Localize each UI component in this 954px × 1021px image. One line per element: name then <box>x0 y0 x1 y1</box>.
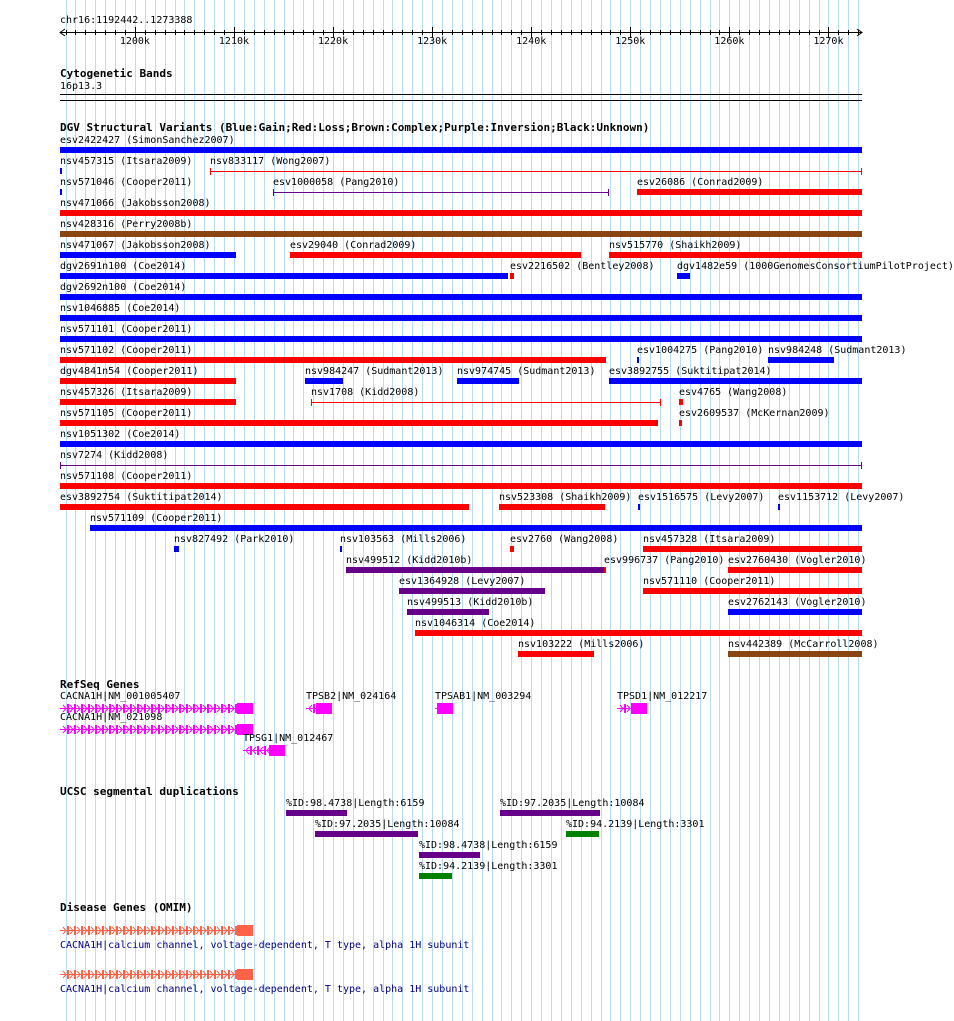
exon <box>624 704 626 713</box>
exon <box>74 970 76 979</box>
variant-label[interactable]: nsv571108 (Cooper2011) <box>60 471 193 482</box>
dgv-track-title: DGV Structural Variants (Blue:Gain;Red:Loss;Brown:Complex;Purple:Inversion;Black:Unknown) <box>60 121 650 134</box>
variant-label[interactable]: esv2760 (Wang2008) <box>510 534 619 545</box>
exon <box>116 725 118 734</box>
variant-bar[interactable] <box>637 189 862 195</box>
cytoband-line-top <box>60 94 862 95</box>
exon <box>172 926 174 935</box>
variant-label[interactable]: esv996737 (Pang2010) <box>604 555 725 566</box>
variant-bar[interactable] <box>290 252 581 258</box>
segdup-label[interactable]: %ID:98.4738|Length:6159 <box>419 840 558 851</box>
exon <box>165 725 167 734</box>
variant-bar[interactable] <box>778 504 780 510</box>
variant-label[interactable]: nsv974745 (Sudmant2013) <box>457 366 596 377</box>
variant-label[interactable]: esv3892755 (Suktitipat2014) <box>609 366 772 377</box>
refseq-gene-glyph[interactable] <box>617 702 651 716</box>
exon <box>130 725 132 734</box>
exon <box>123 926 125 935</box>
variant-label[interactable]: esv3892754 (Suktitipat2014) <box>60 492 223 503</box>
variant-label[interactable]: nsv827492 (Park2010) <box>174 534 295 545</box>
exon <box>172 704 174 713</box>
exon <box>207 970 209 979</box>
position-label: chr16:1192442..1273388 <box>60 15 193 26</box>
exon <box>221 970 223 979</box>
exon <box>81 926 83 935</box>
exon <box>165 926 167 935</box>
variant-label[interactable]: esv2216502 (Bentley2008) <box>510 261 655 272</box>
refseq-gene-glyph[interactable] <box>306 702 336 716</box>
variant-bar[interactable] <box>60 483 862 489</box>
variant-label[interactable]: esv26086 (Conrad2009) <box>637 177 764 188</box>
variant-label[interactable]: nsv499512 (Kidd2010b) <box>346 555 473 566</box>
variant-bar[interactable] <box>90 525 862 531</box>
exon <box>158 970 160 979</box>
variant-bar[interactable] <box>60 210 862 216</box>
variant-label[interactable]: nsv1051302 (Coe2014) <box>60 429 181 440</box>
exon <box>74 725 76 734</box>
gene-label[interactable]: TPSAB1|NM_003294 <box>435 691 532 702</box>
variant-label[interactable]: nsv457315 (Itsara2009) <box>60 156 193 167</box>
exon <box>214 725 216 734</box>
exon <box>158 926 160 935</box>
ruler-tick-label: 1210k <box>218 36 250 47</box>
variant-label[interactable]: esv1153712 (Levy2007) <box>778 492 905 503</box>
exon <box>137 725 139 734</box>
exon <box>102 926 104 935</box>
variant-bar[interactable] <box>643 546 862 552</box>
variant-label[interactable]: nsv571101 (Cooper2011) <box>60 324 193 335</box>
ruler-tick-label: 1270k <box>813 36 844 47</box>
refseq-track-title: RefSeq Genes <box>60 678 140 691</box>
exon <box>214 970 216 979</box>
variant-bar[interactable] <box>60 294 862 300</box>
exon <box>95 725 97 734</box>
variant-label[interactable]: nsv428316 (Perry2008b) <box>60 219 193 230</box>
variant-bar[interactable] <box>518 651 594 657</box>
segdup-bar[interactable] <box>419 852 480 858</box>
exon <box>235 725 237 734</box>
variant-bar[interactable] <box>643 588 862 594</box>
exon <box>95 926 97 935</box>
exon <box>144 926 146 935</box>
variant-label[interactable]: esv1004275 (Pang2010) <box>637 345 764 356</box>
variant-bar[interactable] <box>340 546 342 552</box>
exon <box>81 725 83 734</box>
exon <box>137 970 139 979</box>
exon <box>200 704 202 713</box>
gene-label[interactable]: TPSB2|NM_024164 <box>306 691 397 702</box>
exon <box>95 970 97 979</box>
exon <box>221 725 223 734</box>
exon <box>193 926 195 935</box>
exon <box>158 725 160 734</box>
exon <box>257 746 259 755</box>
exon <box>109 970 111 979</box>
variant-label[interactable]: nsv471067 (Jakobsson2008) <box>60 240 211 251</box>
exon <box>144 970 146 979</box>
exon <box>88 970 90 979</box>
exon <box>237 703 253 714</box>
variant-bar[interactable] <box>60 336 862 342</box>
ruler-tick-label: 1240k <box>516 36 547 47</box>
variant-bar[interactable] <box>728 609 862 615</box>
exon <box>264 746 266 755</box>
segdup-bar[interactable] <box>566 831 599 837</box>
variant-bar[interactable] <box>60 441 862 447</box>
exon <box>123 970 125 979</box>
exon <box>67 926 69 935</box>
variant-label[interactable]: nsv571109 (Cooper2011) <box>90 513 223 524</box>
variant-bar[interactable] <box>638 504 640 510</box>
exon <box>102 725 104 734</box>
variant-label[interactable]: esv1516575 (Levy2007) <box>638 492 765 503</box>
variant-bar[interactable] <box>728 567 862 573</box>
variant-bar[interactable] <box>60 420 658 426</box>
exon <box>172 725 174 734</box>
omim-gene-label[interactable]: CACNA1H|calcium channel, voltage-dependent, T type, alpha 1H subunit <box>60 940 470 951</box>
position-ruler <box>0 25 890 49</box>
variant-label[interactable]: nsv457326 (Itsara2009) <box>60 387 193 398</box>
exon <box>269 745 285 756</box>
variant-label[interactable]: nsv523308 (Shaikh2009) <box>499 492 632 503</box>
variant-label[interactable]: nsv984248 (Sudmant2013) <box>768 345 907 356</box>
exon <box>207 725 209 734</box>
variant-bar[interactable] <box>311 402 661 403</box>
variant-bar[interactable] <box>510 273 514 279</box>
refseq-gene-glyph[interactable] <box>435 702 457 716</box>
variant-bar[interactable] <box>677 273 690 279</box>
variant-bar[interactable] <box>60 465 862 466</box>
exon <box>179 725 181 734</box>
variant-bar[interactable] <box>604 567 606 573</box>
exon <box>144 725 146 734</box>
variant-bar[interactable] <box>305 378 343 384</box>
variant-bar[interactable] <box>679 399 683 405</box>
exon <box>228 704 230 713</box>
cytoband-line-bottom <box>60 100 862 101</box>
exon <box>186 704 188 713</box>
variant-label[interactable]: nsv103563 (Mills2006) <box>340 534 467 545</box>
variant-label[interactable]: nsv1708 (Kidd2008) <box>311 387 420 398</box>
variant-label[interactable]: nsv571110 (Cooper2011) <box>643 576 776 587</box>
exon <box>130 926 132 935</box>
variant-bar[interactable] <box>457 378 519 384</box>
variant-label[interactable]: dgv1482e59 (1000GenomesConsortiumPilotProject) <box>677 261 954 272</box>
exon <box>235 970 237 979</box>
exon <box>109 926 111 935</box>
variant-bar[interactable] <box>273 192 609 193</box>
exon <box>179 970 181 979</box>
ruler-tick-label: 1260k <box>714 36 745 47</box>
variant-bar[interactable] <box>60 399 236 405</box>
segdup-bar[interactable] <box>419 873 452 879</box>
exon <box>237 969 253 980</box>
exon <box>74 926 76 935</box>
omim-gene-glyph[interactable] <box>60 968 257 982</box>
gene-label[interactable]: CACNA1H|NM_001005407 <box>60 691 181 702</box>
omim-track-title: Disease Genes (OMIM) <box>60 901 193 914</box>
exon <box>186 926 188 935</box>
exon <box>151 926 153 935</box>
segdup-bar[interactable] <box>500 810 600 816</box>
exon <box>116 970 118 979</box>
omim-gene-label[interactable]: CACNA1H|calcium channel, voltage-dependent, T type, alpha 1H subunit <box>60 984 470 995</box>
segdup-bar[interactable] <box>286 810 347 816</box>
variant-bar[interactable] <box>60 147 862 153</box>
ruler-tick-label: 1250k <box>615 36 646 47</box>
variant-bar[interactable] <box>210 171 862 172</box>
exon <box>237 925 253 936</box>
variant-bar[interactable] <box>60 504 469 510</box>
variant-label[interactable]: nsv1046885 (Coe2014) <box>60 303 181 314</box>
variant-label[interactable]: nsv515770 (Shaikh2009) <box>609 240 742 251</box>
variant-label[interactable]: esv4765 (Wang2008) <box>679 387 788 398</box>
exon <box>193 970 195 979</box>
variant-bar[interactable] <box>768 357 834 363</box>
segdup-label[interactable]: %ID:97.2035|Length:10084 <box>315 819 460 830</box>
variant-bar[interactable] <box>415 630 862 636</box>
variant-bar[interactable] <box>399 588 545 594</box>
variant-label[interactable]: dgv2692n100 (Coe2014) <box>60 282 187 293</box>
variant-bar[interactable] <box>60 189 62 195</box>
variant-label[interactable]: dgv2691n100 (Coe2014) <box>60 261 187 272</box>
exon <box>228 926 230 935</box>
exon <box>235 704 237 713</box>
variant-bar[interactable] <box>499 504 605 510</box>
exon <box>179 926 181 935</box>
gene-label[interactable]: TPSG1|NM_012467 <box>243 733 334 744</box>
variant-bar[interactable] <box>609 252 862 258</box>
variant-bar[interactable] <box>174 546 179 552</box>
exon <box>172 970 174 979</box>
exon <box>631 703 647 714</box>
exon <box>313 704 315 713</box>
exon <box>437 703 453 714</box>
exon <box>67 725 69 734</box>
variant-label[interactable]: nsv103222 (Mills2006) <box>518 639 645 650</box>
gene-label[interactable]: TPSD1|NM_012217 <box>617 691 708 702</box>
variant-bar[interactable] <box>60 231 862 237</box>
variant-bar[interactable] <box>60 315 862 321</box>
refseq-gene-glyph[interactable] <box>60 723 257 737</box>
variant-label[interactable]: esv29040 (Conrad2009) <box>290 240 417 251</box>
variant-label[interactable]: esv2609537 (McKernan2009) <box>679 408 830 419</box>
variant-label[interactable]: nsv7274 (Kidd2008) <box>60 450 169 461</box>
exon <box>102 970 104 979</box>
exon <box>88 926 90 935</box>
variant-label[interactable]: nsv1046314 (Coe2014) <box>415 618 536 629</box>
segdup-label[interactable]: %ID:94.2139|Length:3301 <box>419 861 558 872</box>
variant-label[interactable]: esv2422427 (SimonSanchez2007) <box>60 135 235 146</box>
variant-bar[interactable] <box>346 567 604 573</box>
exon <box>130 970 132 979</box>
exon <box>221 704 223 713</box>
variant-label[interactable]: nsv571102 (Cooper2011) <box>60 345 193 356</box>
omim-gene-glyph[interactable] <box>60 924 257 938</box>
exon <box>200 725 202 734</box>
variant-label[interactable]: nsv457328 (Itsara2009) <box>643 534 776 545</box>
refseq-gene-glyph[interactable] <box>243 744 289 758</box>
variant-label[interactable]: nsv571046 (Cooper2011) <box>60 177 193 188</box>
exon <box>214 704 216 713</box>
exon <box>165 970 167 979</box>
cytoband-track-title: Cytogenetic Bands <box>60 67 173 80</box>
segdup-label[interactable]: %ID:98.4738|Length:6159 <box>286 798 425 809</box>
variant-bar[interactable] <box>60 252 236 258</box>
variant-label[interactable]: esv1000058 (Pang2010) <box>273 177 400 188</box>
variant-bar[interactable] <box>510 546 514 552</box>
exon <box>214 926 216 935</box>
exon <box>228 970 230 979</box>
exon <box>165 704 167 713</box>
exon <box>67 970 69 979</box>
exon <box>109 725 111 734</box>
variant-bar[interactable] <box>60 273 508 279</box>
exon <box>235 926 237 935</box>
variant-bar[interactable] <box>60 168 62 174</box>
segdup-label[interactable]: %ID:97.2035|Length:10084 <box>500 798 645 809</box>
exon <box>207 926 209 935</box>
exon <box>200 926 202 935</box>
variant-label[interactable]: esv2760430 (Vogler2010) <box>728 555 867 566</box>
exon <box>316 703 332 714</box>
exon <box>186 725 188 734</box>
variant-label[interactable]: esv1364928 (Levy2007) <box>399 576 526 587</box>
exon <box>137 926 139 935</box>
exon <box>116 926 118 935</box>
variant-label[interactable]: nsv984247 (Sudmant2013) <box>305 366 444 377</box>
variant-label[interactable]: nsv499513 (Kidd2010b) <box>407 597 534 608</box>
cytoband-label: 16p13.3 <box>60 81 103 92</box>
variant-label[interactable]: dgv4841n54 (Cooper2011) <box>60 366 199 377</box>
exon <box>207 704 209 713</box>
segdup-label[interactable]: %ID:94.2139|Length:3301 <box>566 819 705 830</box>
ruler-tick-label: 1230k <box>417 36 448 47</box>
variant-bar[interactable] <box>609 378 862 384</box>
ruler-tick-label: 1200k <box>119 36 150 47</box>
variant-label[interactable]: nsv471066 (Jakobsson2008) <box>60 198 211 209</box>
exon <box>186 970 188 979</box>
exon <box>228 725 230 734</box>
exon <box>151 725 153 734</box>
variant-bar[interactable] <box>679 420 682 426</box>
exon <box>200 970 202 979</box>
variant-bar[interactable] <box>407 609 489 615</box>
variant-label[interactable]: esv2762143 (Vogler2010) <box>728 597 867 608</box>
segdup-track-title: UCSC segmental duplications <box>60 785 239 798</box>
variant-label[interactable]: nsv442389 (McCarroll2008) <box>728 639 879 650</box>
exon <box>88 725 90 734</box>
exon <box>81 970 83 979</box>
exon <box>123 725 125 734</box>
gene-label[interactable]: CACNA1H|NM_021098 <box>60 712 163 723</box>
variant-label[interactable]: nsv833117 (Wong2007) <box>210 156 331 167</box>
exon <box>179 704 181 713</box>
exon <box>221 926 223 935</box>
exon <box>151 970 153 979</box>
ruler-tick-label: 1220k <box>317 36 349 47</box>
variant-bar[interactable] <box>728 651 862 657</box>
segdup-bar[interactable] <box>315 831 418 837</box>
variant-bar[interactable] <box>637 357 639 363</box>
exon <box>193 725 195 734</box>
variant-bar[interactable] <box>60 357 606 363</box>
exon <box>250 746 252 755</box>
variant-label[interactable]: nsv571105 (Cooper2011) <box>60 408 193 419</box>
exon <box>193 704 195 713</box>
variant-bar[interactable] <box>60 378 236 384</box>
